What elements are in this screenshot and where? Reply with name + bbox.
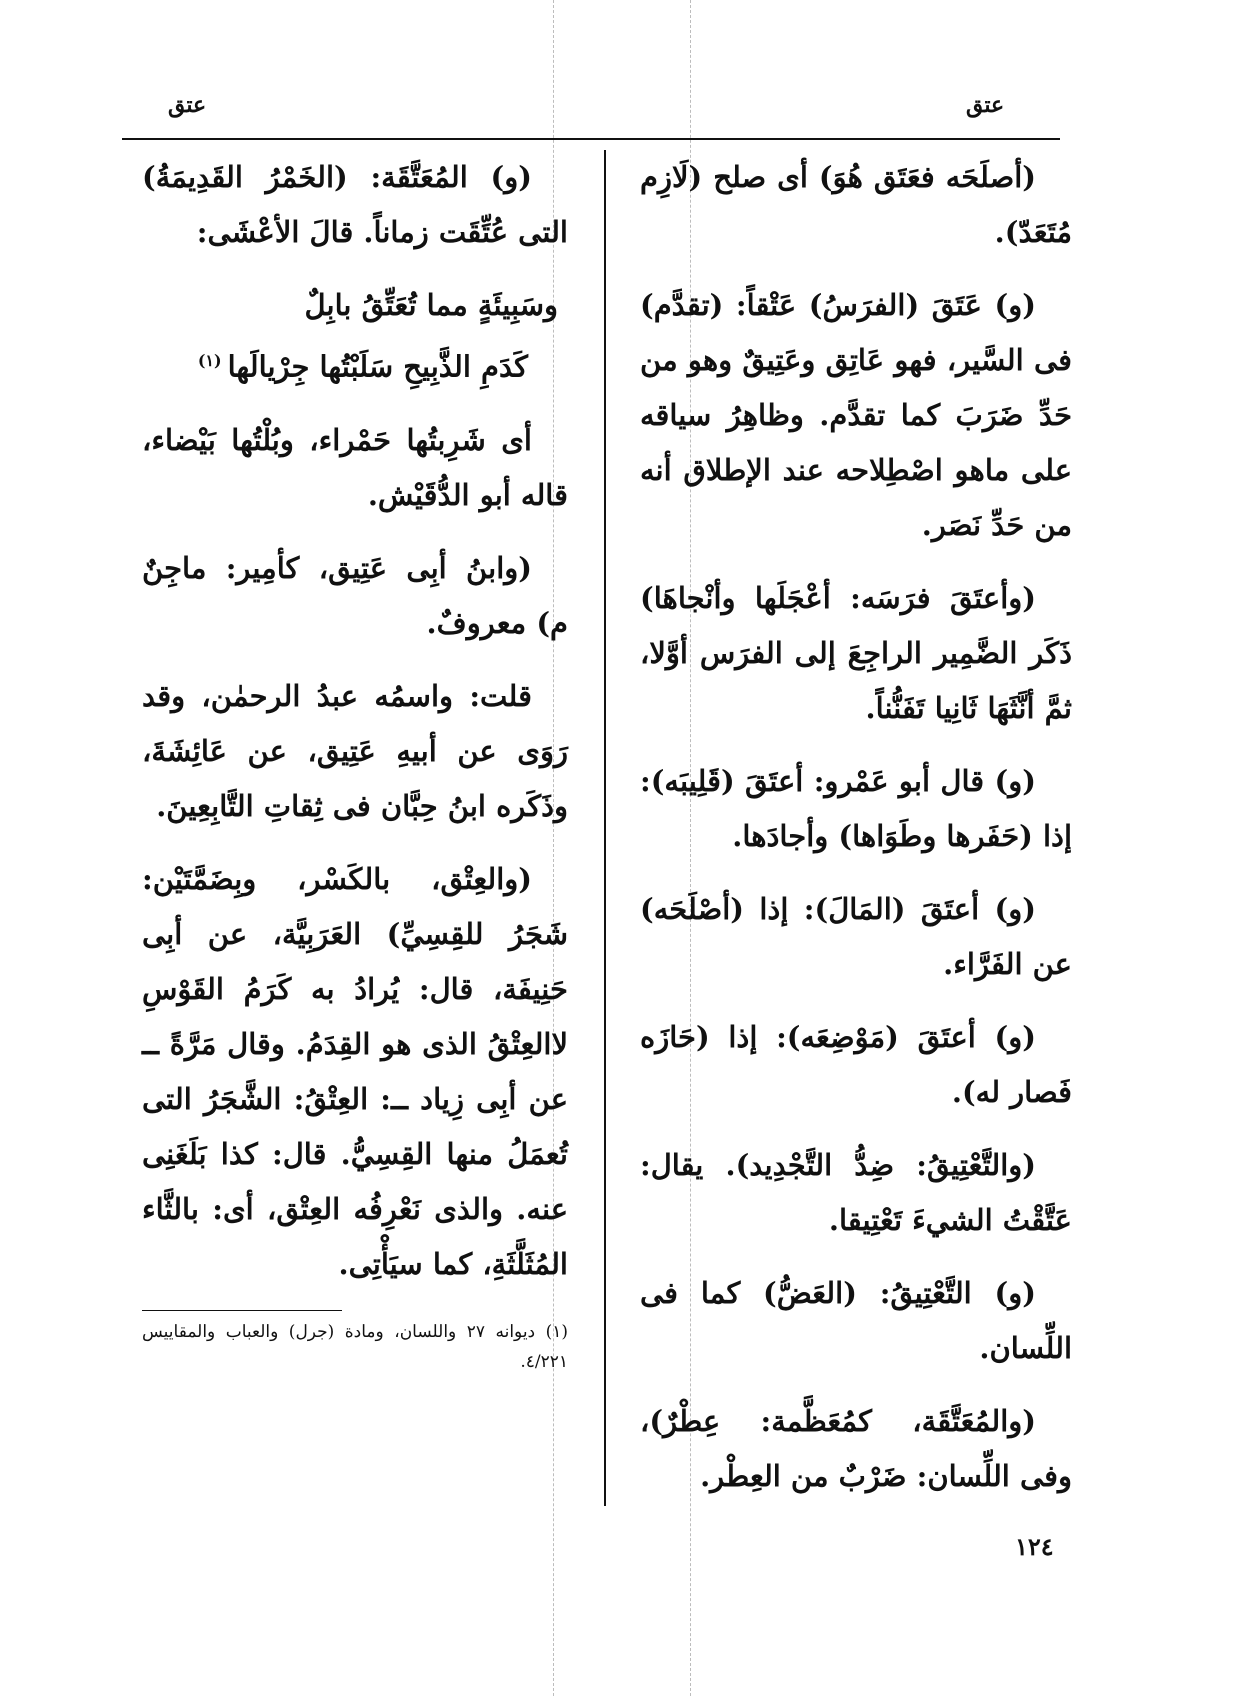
- verse-text: كَدَمِ الذَّبِيحِ سَلَبْتُها جِرْيالَها: [227, 349, 528, 384]
- entry-paragraph: (وابنُ أبِى عَتِيق، كأمِير: ماجِنٌ م) معروفٌ.: [142, 550, 568, 640]
- right-column: [640, 150, 1072, 1522]
- footnote-rule: [142, 1310, 342, 1311]
- footnote-marker: (١): [197, 351, 222, 370]
- entry-paragraph: (و) عَتَقَ (الفرَسُ) عَتْقاً: (تقدَّم) فى السَّير، فهو عَاتِق وعَتِيقٌ وهو من حَدِّ ضَرَبَ كما تقدَّم. وظاهِرُ سياقه على ماهو اصْطِلاحه عند الإطلاق أنه من حَدِّ نَصَر.: [640, 288, 1072, 542]
- entry-paragraph: (و) أعتَقَ (مَوْضِعَه): إذا (حَازَه فَصار له).: [640, 1020, 1072, 1109]
- left-column: [142, 150, 568, 1377]
- entry-paragraph: أى شَرِبتُها حَمْراء، وبُلْتُها بَيْضاء، قاله أبو الدُّقَيْش.: [142, 422, 568, 512]
- poetry-verse-line: [142, 333, 568, 395]
- entry-paragraph: (و) التَّعْتِيقُ: (العَضُّ) كما فى اللِّسان.: [640, 1276, 1072, 1365]
- entry-paragraph: (والمُعَتَّقَة، كمُعَظَّمة: عِطْرٌ)، وفى اللِّسان: ضَرْبٌ من العِطْر.: [640, 1404, 1072, 1493]
- entry-paragraph: (و) المُعَتَّقَة: (الخَمْرُ القَدِيمَةُ) التى عُتِّقَت زماناً. قالَ الأعْشَى:: [142, 160, 568, 249]
- poetry-verse-line: وسَبِيئَةٍ مما تُعَتِّقُ بابِلٌ: [304, 288, 558, 322]
- entry-paragraph: (وأعتَقَ فرَسَه: أعْجَلَها وأنْجاهَا) ذَكَر الضَّمِير الراجِعَ إلى الفرَس أوَّلا، ثمَّ أنَّثَهَا ثَانِيا تَفَنُّناً.: [640, 581, 1072, 725]
- entry-paragraph: قلت: واسمُه عبدُ الرحمٰن، وقد رَوَى عن أبيهِ عَتِيق، عن عَائِشَةَ، وذَكَره ابنُ حِبَّان فى ثِقاتِ التَّابِعِينَ.: [142, 678, 568, 823]
- page-number: ١٢٤: [1015, 1532, 1054, 1561]
- entry-paragraph: (و) قال أبو عَمْرو: أعتَقَ (قَلِيبَه): إذا (حَفَرها وطَوَاها) وأجادَها.: [640, 764, 1072, 853]
- column-divider: [604, 150, 606, 1506]
- entry-paragraph: (والعِتْق، بالكَسْر، وبِضَمَّتَيْن: شَجَرُ للقِسِيِّ) العَرَبِيَّة، عن أبِى حَنِيفَة، قال: يُرادُ به كَرَمُ القَوْسِ لاالعِتْقُ الذى هو القِدَمُ. وقال مَرَّةً ــ عن أبِى زِياد ــ: العِتْقُ: الشَّجَرُ التى تُعمَلُ منها القِسِيُّ. قال: كذا بَلَغَنِى عنه. والذى نَعْرِفُه العِتْق، أى: بالثَّاء المُثَلَّثَةِ، كما سيَأْتِى.: [142, 861, 568, 1281]
- running-header-right: عتق: [966, 92, 1005, 118]
- entry-paragraph: (أصلَحَه فعَتَق هُوَ) أى صلح (لَازِم مُتَعَدّ).: [640, 160, 1072, 249]
- header-rule: [122, 138, 1060, 140]
- entry-paragraph: (و) أعتَقَ (المَالَ): إذا (أصْلَحَه) عن الفَرَّاء.: [640, 892, 1072, 981]
- running-header-left: عتق: [168, 92, 207, 118]
- entry-paragraph: (والتَّعْتِيقُ: ضِدُّ التَّجْدِيد). يقال: عَتَّقْتُ الشيءَ تَعْتِيقا.: [640, 1148, 1072, 1237]
- footnote: (١) ديوانه ٢٧ واللسان، ومادة (جرل) والعباب والمقاييس ٤/٢٢١.: [142, 1321, 569, 1372]
